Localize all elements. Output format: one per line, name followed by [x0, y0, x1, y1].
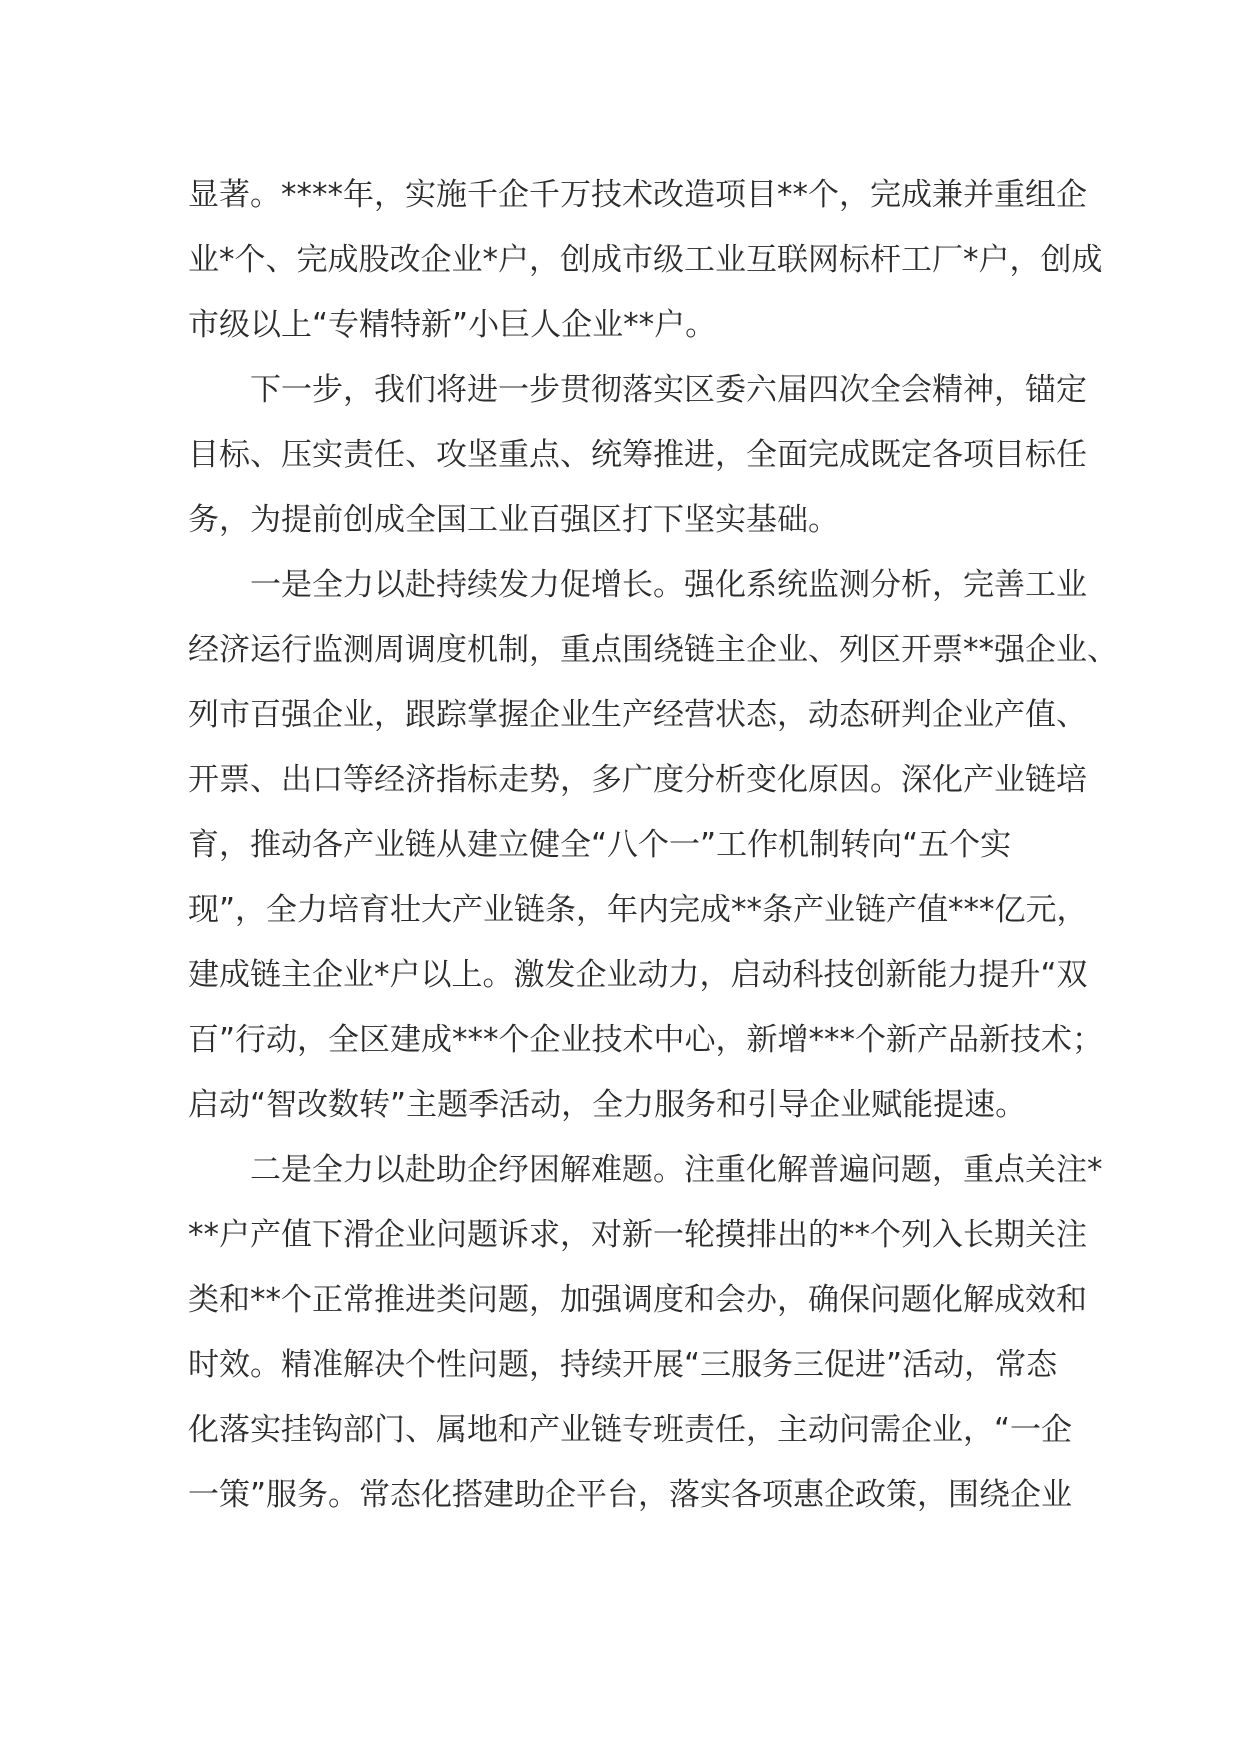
paragraph-point-two — [188, 1138, 1103, 1528]
text-line: 下一步，我们将进一步贯彻落实区委六届四次全会精神，锚定 — [188, 372, 1087, 408]
text-line: 业*个、完成股改企业*户，创成市级工业互联网标杆工厂*户，创成 — [188, 242, 1103, 278]
text-line: 市级以上“专精特新”小巨人企业**户。 — [188, 307, 717, 343]
text-line: 一策”服务。常态化搭建助企平台，落实各项惠企政策，围绕企业 — [188, 1477, 1073, 1513]
text-line: 时效。精准解决个性问题，持续开展“三服务三促进”活动，常态 — [188, 1347, 1058, 1383]
paragraph-results — [188, 163, 1103, 358]
text-line: 建成链主企业*户以上。激发企业动力，启动科技创新能力提升“双 — [188, 957, 1088, 993]
text-line: 百”行动，全区建成***个企业技术中心，新增***个新产品新技术； — [188, 1022, 1104, 1058]
text-line: 开票、出口等经济指标走势，多广度分析变化原因。深化产业链培 — [188, 762, 1087, 798]
text-line: 列市百强企业，跟踪掌握企业生产经营状态，动态研判企业产值、 — [188, 697, 1087, 733]
text-line: 显著。****年，实施千企千万技术改造项目**个，完成兼并重组企 — [188, 177, 1087, 213]
text-line: 现”，全力培育壮大产业链条，年内完成**条产业链产值***亿元， — [188, 892, 1088, 928]
text-line: 启动“智改数转”主题季活动，全力服务和引导企业赋能提速。 — [188, 1087, 1027, 1123]
text-line: 务，为提前创成全国工业百强区打下坚实基础。 — [188, 502, 839, 538]
text-line: 育，推动各产业链从建立健全“八个一”工作机制转向“五个实 — [188, 827, 1012, 863]
text-line: 目标、压实责任、攻坚重点、统筹推进，全面完成既定各项目标任 — [188, 437, 1087, 473]
paragraph-next-step — [188, 358, 1087, 553]
text-line: 化落实挂钩部门、属地和产业链专班责任，主动问需企业，“一企 — [188, 1412, 1073, 1448]
document-body — [188, 163, 1118, 1528]
paragraph-point-one — [188, 553, 1118, 1138]
text-line: 一是全力以赴持续发力促增长。强化系统监测分析，完善工业 — [188, 567, 1087, 603]
text-line: 类和**个正常推进类问题，加强调度和会办，确保问题化解成效和 — [188, 1282, 1087, 1318]
text-line: **户产值下滑企业问题诉求，对新一轮摸排出的**个列入长期关注 — [188, 1217, 1087, 1253]
text-line: 二是全力以赴助企纾困解难题。注重化解普遍问题，重点关注* — [188, 1152, 1103, 1188]
text-line: 经济运行监测周调度机制，重点围绕链主企业、列区开票**强企业、 — [188, 632, 1118, 668]
